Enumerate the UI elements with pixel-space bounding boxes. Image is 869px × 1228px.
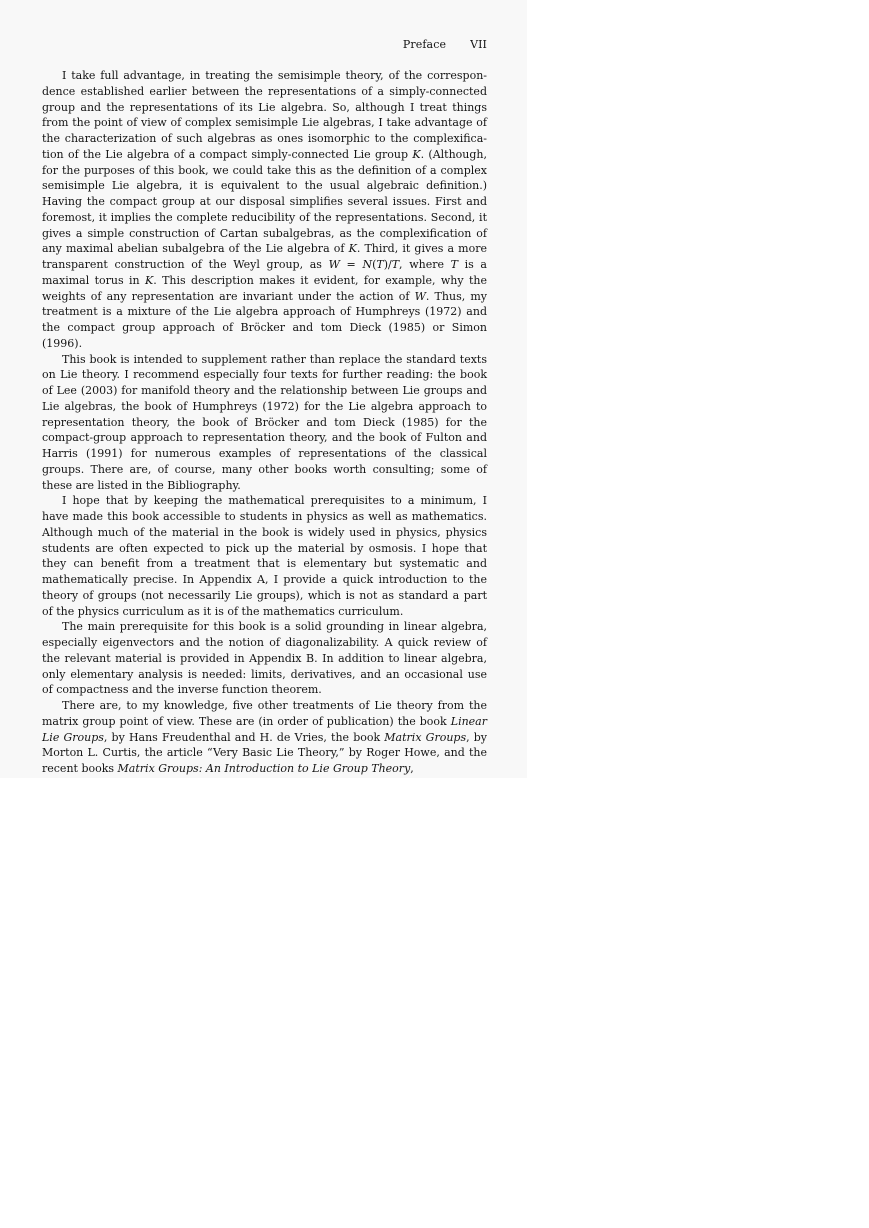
italic-text: K bbox=[348, 242, 357, 256]
italic-text: Matrix Groups bbox=[384, 730, 467, 744]
text-run: I take full advantage, in treating the semisimple theory, of the correspondence established earlier between the representations of a simply-connected group and the representations of its Lie algebra. So, although I treat things from the point of view of complex semisimple Lie algebras, I take advantage of the characterization of such algebras as ones isomorphic to the complexification of the Lie algebra of a compact simply-connected Lie group bbox=[42, 69, 487, 161]
italic-text: W bbox=[328, 258, 340, 271]
text-run: . Third, it gives a more transparent construction of the Weyl group, as bbox=[42, 242, 488, 271]
paragraph bbox=[42, 352, 487, 494]
body-text bbox=[42, 68, 487, 777]
running-header bbox=[42, 38, 487, 51]
text-run: There are, to my knowledge, five other treatments of Lie theory from the matrix group point of view. These are (in order of publication) the book bbox=[42, 699, 487, 728]
paragraph bbox=[42, 698, 487, 777]
text-run: is a maximal torus in bbox=[42, 258, 487, 287]
text-run: . (Although, for the purposes of this book, we could take this as the definition of a complex semisimple Lie algebra, it is equivalent to the usual algebraic definition.) Having the compact group at our disposal simplifies several issues. First and foremost, it implies the complete reducibility of the representations. Second, it gives a simple construction of Cartan subalgebras, as the complexification of any maximal abelian subalgebra of the Lie algebra of bbox=[42, 147, 487, 256]
text-run: )/ bbox=[383, 258, 392, 271]
italic-text: Matrix Groups: An Introduction to Lie Group Theory bbox=[117, 762, 411, 775]
italic-text: T bbox=[450, 258, 458, 271]
text-run: This book is intended to supplement rather than replace the standard texts on Lie theory. I recommend especially four texts for further reading: the book of Lee (2003) for manifold theory and the relationship between Lie groups and Lie algebras, the book of Humphreys (1972) for the Lie algebra approach to representation theory, the book of Bröcker and tom Dieck (1985) for the compact-group approach to representation theory, and the book of Fulton and Harris (1991) for numerous examples of representations of the classical groups. There are, of course, many other books worth consulting; some of these are listed in the Bibliography. bbox=[42, 352, 487, 492]
page bbox=[0, 0, 527, 778]
text-run: ( bbox=[372, 258, 377, 271]
paragraph bbox=[42, 619, 487, 698]
text-run: , where bbox=[399, 258, 451, 271]
italic-text: W bbox=[414, 289, 426, 303]
text-run: = bbox=[339, 258, 363, 271]
section-title: Preface bbox=[402, 38, 447, 51]
paragraph bbox=[42, 493, 487, 619]
page-number: VII bbox=[470, 38, 487, 51]
italic-text: K bbox=[144, 273, 154, 287]
text-run: , by Hans Freudenthal and H. de Vries, the book bbox=[103, 730, 385, 744]
text-run: . This description makes it evident, for example, why the weights of any representation are invariant under the action of bbox=[42, 273, 487, 303]
text-run: , bbox=[410, 762, 414, 775]
text-run: I hope that by keeping the mathematical prerequisites to a minimum, I have made this book accessible to students in physics as well as mathematics. Although much of the material in the book is widely used in physics, physics students are often expected to pick up the material by osmosis. I hope that they can benefit from a treatment that is elementary but systematic and mathematically precise. In Appendix A, I provide a quick introduction to the theory of groups (not necessarily Lie groups), which is not as standard a part of the physics curriculum as it is of the mathematics curriculum. bbox=[42, 494, 487, 618]
text-run: , by Morton L. Curtis, the article “Very Basic Lie Theory,” by Roger Howe, and the recent books bbox=[42, 730, 487, 775]
text-run: The main prerequisite for this book is a solid grounding in linear algebra, especially eigenvectors and the notion of diagonalizability. A quick review of the relevant material is provided in Appendix B. In addition to linear algebra, only elementary analysis is needed: limits, derivatives, and an occasional use of compactness and the inverse function theorem. bbox=[42, 620, 487, 697]
italic-text: N bbox=[362, 258, 373, 271]
paragraph bbox=[42, 68, 487, 352]
italic-text: T bbox=[391, 258, 400, 271]
italic-text: K bbox=[412, 147, 421, 161]
italic-text: Linear Lie Groups bbox=[42, 714, 487, 744]
text-run: . Thus, my treatment is a mixture of the Lie algebra approach of Humphreys (1972) and the compact group approach of Bröcker and tom Dieck (1985) or Simon (1996). bbox=[42, 289, 487, 350]
italic-text: T bbox=[376, 258, 384, 271]
